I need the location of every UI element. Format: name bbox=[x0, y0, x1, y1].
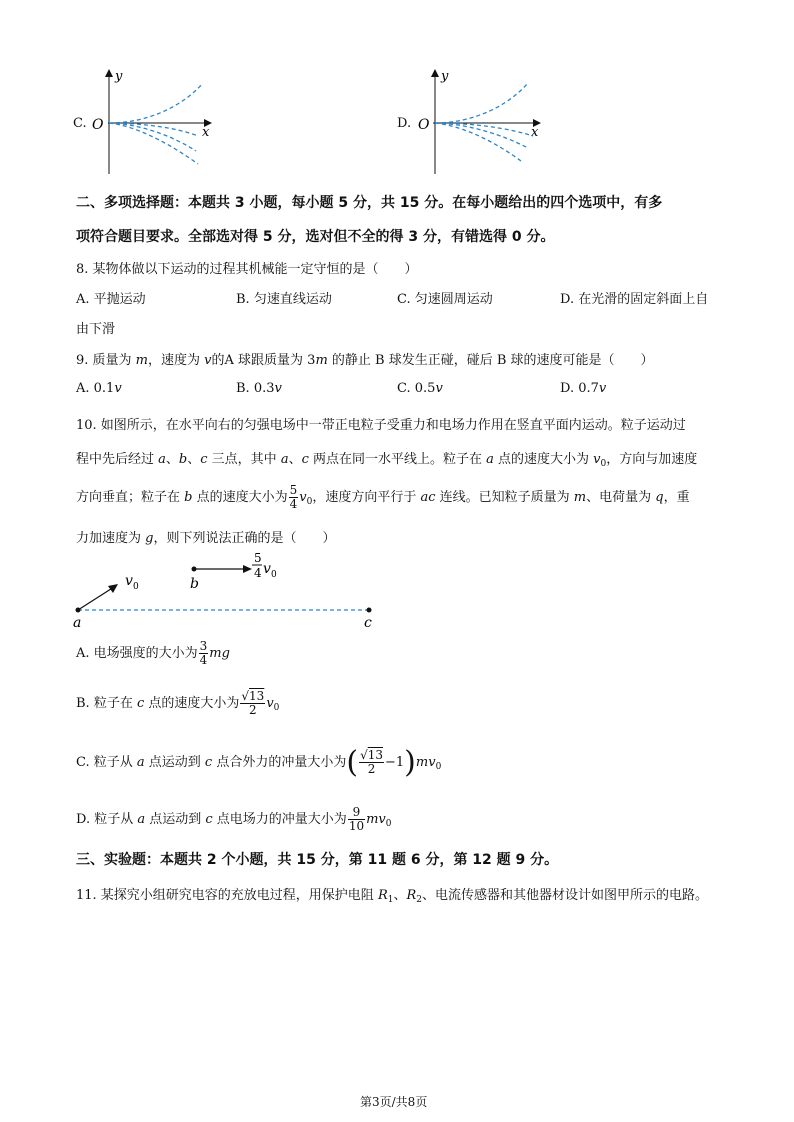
q8-option-b: B. 匀速直线运动 bbox=[236, 292, 332, 307]
q10-option-b: B. 粒子在 c 点的速度大小为 $\frac{√13}{2}$ $v_0$ bbox=[76, 689, 280, 717]
graph-c-curve-up bbox=[109, 83, 203, 123]
velocity-b-arrowhead bbox=[243, 565, 252, 573]
q8-option-d-cont: 由下滑 bbox=[76, 322, 116, 337]
section2-heading-line1: 二、多项选择题：本题共 3 小题，每小题 5 分，共 15 分。在每小题给出的四个选项中，有多 bbox=[76, 195, 663, 211]
q9-text-3: 的A 球跟质量为 3 bbox=[211, 353, 316, 368]
option-c-label: C. bbox=[73, 116, 87, 131]
q8-option-a: A. 平抛运动 bbox=[76, 292, 146, 307]
graph-d-curve-up bbox=[435, 83, 528, 123]
label-a: a bbox=[73, 615, 82, 631]
graph-d-origin: O bbox=[418, 117, 430, 133]
q8-stem: 8. 某物体做以下运动的过程其机械能一定守恒的是（ ） bbox=[76, 262, 418, 277]
graph-c-x-label: x bbox=[202, 125, 210, 140]
q10-fraction-5-4: $\frac{5}{4}$ bbox=[289, 483, 298, 511]
q9-stem bbox=[76, 349, 654, 368]
q9-v: v bbox=[204, 353, 212, 368]
label-b: b bbox=[190, 576, 199, 592]
graph-c-y-arrow bbox=[105, 69, 113, 77]
q9-text-4: 的静止 B 球发生正碰，碰后 B 球的速度可能是（ ） bbox=[327, 353, 654, 368]
graph-c-curve-down-1 bbox=[109, 123, 198, 136]
q11-stem: 11. 某探究小组研究电容的充放电过程，用保护电阻 $R_1$、$R_2$、电流传感器和其他器材设计如图甲所示的电路。 bbox=[76, 888, 709, 905]
q10-line4: 力加速度为 g，则下列说法正确的是（ ） bbox=[76, 531, 336, 546]
q10-line2: 程中先后经过 a、b、c 三点，其中 a、c 两点在同一水平线上。粒子在 a 点的速度大小为 $v_0$，方向与加速度 bbox=[76, 452, 698, 469]
velocity-a-arrowhead bbox=[108, 584, 118, 593]
q10-option-a: A. 电场强度的大小为 $\frac{3}{4}$ mg bbox=[76, 639, 230, 667]
q9-option-a: A. 0.1v bbox=[76, 381, 122, 396]
q9-m2: m bbox=[315, 353, 328, 368]
q10-figure bbox=[66, 550, 386, 632]
q9-option-b: B. 0.3v bbox=[236, 381, 282, 396]
section3-heading: 三、实验题：本题共 2 个小题，共 15 分，第 11 题 6 分，第 12 题 9 分。 bbox=[76, 852, 559, 868]
q10-line1: 10. 如图所示，在水平向右的匀强电场中一带正电粒子受重力和电场力作用在竖直平面内运动。粒子运动过 bbox=[76, 418, 686, 433]
q10-option-c: C. 粒子从 a 点运动到 c 点合外力的冲量大小为( $\frac{√13}{2}$ $-1)mv_0$ bbox=[76, 745, 442, 780]
label-b-sub: 0 bbox=[271, 570, 277, 580]
velocity-a-arrow bbox=[78, 587, 114, 610]
graph-d-curve-down-2 bbox=[435, 123, 528, 148]
page-footer: 第3页/共8页 bbox=[360, 1095, 428, 1109]
option-d-label: D. bbox=[397, 116, 412, 131]
q9-text-1: 9. 质量为 bbox=[76, 353, 136, 368]
q8-option-c: C. 匀速圆周运动 bbox=[397, 292, 493, 307]
label-b-frac-num: 5 bbox=[254, 551, 262, 565]
q9-text-2: ，速度为 bbox=[148, 353, 205, 368]
graph-d bbox=[413, 66, 548, 176]
q10-option-d: D. 粒子从 a 点运动到 c 点电场力的冲量大小为 $\frac{9}{10}$ $mv_0$ bbox=[76, 805, 392, 833]
label-b-v: v bbox=[263, 561, 271, 577]
graph-d-y-label: y bbox=[441, 69, 449, 84]
q10-line3: 方向垂直；粒子在 b 点的速度大小为 $\frac{5}{4}$ $v_0$，速度方向平行于 ac 连线。已知粒子质量为 m、电荷量为 q，重 bbox=[76, 483, 690, 511]
section2-heading-line2: 项符合题目要求。全部选对得 5 分，选对但不全的得 3 分，有错选得 0 分。 bbox=[76, 229, 555, 245]
graph-c-curve-down-3 bbox=[109, 123, 198, 164]
label-c: c bbox=[364, 615, 372, 631]
graph-c bbox=[88, 66, 218, 176]
label-v0-a-v: v bbox=[125, 573, 133, 589]
q8-option-d: D. 在光滑的固定斜面上自 bbox=[560, 292, 709, 307]
q9-option-d: D. 0.7v bbox=[560, 381, 607, 396]
label-b-frac-den: 4 bbox=[254, 566, 262, 580]
graph-c-origin: O bbox=[92, 117, 104, 133]
q9-m: m bbox=[135, 353, 148, 368]
graph-d-y-arrow bbox=[431, 69, 439, 77]
label-v0-a-sub: 0 bbox=[133, 582, 139, 592]
point-c bbox=[367, 608, 372, 613]
graph-d-x-label: x bbox=[531, 125, 539, 140]
q9-option-c: C. 0.5v bbox=[397, 381, 443, 396]
graph-c-y-label: y bbox=[115, 69, 123, 84]
